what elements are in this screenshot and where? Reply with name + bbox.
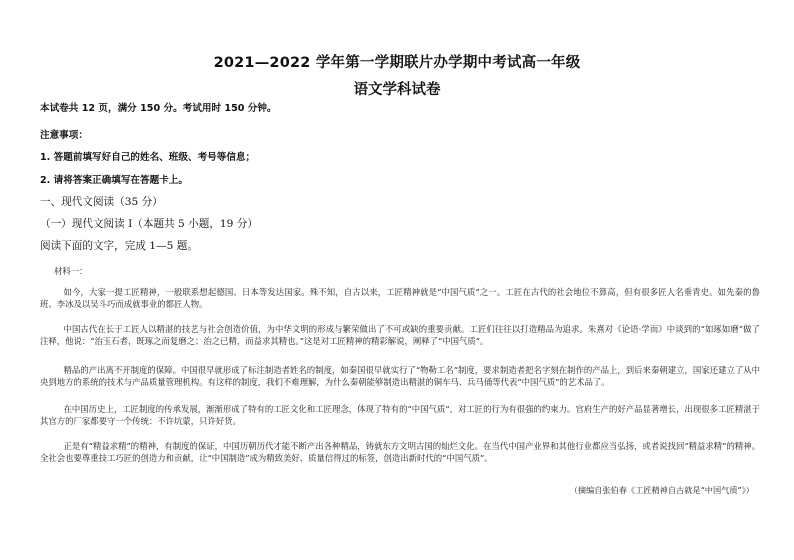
subsection-heading: （一）现代文阅读 I（本题共 5 小题，19 分） [40, 218, 258, 230]
exam-subtitle: 语文学科试卷 [353, 82, 441, 98]
material-paragraph: 在中国历史上，工匠制度的传承发展，渐渐形成了特有的工匠文化和工匠理念，体现了特有的“中国气质”，对工匠的行为有很强的约束力。官府生产的好产品显著增长，出现很多工匠精湛于其官方的厂家都要守一个传统：不许坑蒙，只许好货。 [40, 404, 760, 426]
exam-info: 本试卷共 12 页，满分 150 分。考试用时 150 分钟。 [40, 103, 277, 114]
material-label: 材料一： [54, 266, 88, 276]
material-paragraph: 如今，大家一提工匠精神，一般联系想起德国、日本等发达国家。殊不知，自古以来，工匠精神就是“中国气质”之一。工匠在古代的社会地位不算高，但有很多匠人名垂青史。如先秦的鲁班、李冰及以吴斗巧而成就事业的都匠人物。 [40, 287, 760, 309]
note-2: 2. 请将答案正确填写在答题卡上。 [40, 175, 188, 186]
material-paragraph: 中国古代在长于工匠人以精湛的技艺与社会创造价值，为中华文明的形成与繁荣做出了不可或缺的重要贡献。工匠们往往以打造精品为追求。朱熹对《论语·学而》中谈到的“如琢如磨”做了注释，他说：“治玉石者，既琢之而复磨之；治之已精，而益求其精也。”这是对工匠精神的精彩解说，阐释了“中国气质”。 [40, 324, 760, 346]
reading-instruction: 阅读下面的文字，完成 1—5 题。 [40, 240, 198, 252]
material-paragraph: 精品的产出离不开制度的保障。中国很早就形成了标注制造者姓名的制度，如秦国很早就实行了“物勒工名”制度，要求制造者把名字刻在制作的产品上，到后来秦朝建立，国家还建立了从中央到地方的系统的技术与产品质量管理机构。有这样的制度，我们不难理解，为什么秦朝能够制造出精湛的铜车马、兵马俑等代表“中国气质”的艺术品了。 [40, 365, 760, 387]
material-paragraph: 正是有“精益求精”的精神，有制度的保证，中国历朝历代才能不断产出各种精品，铸就东方文明古国的灿烂文化。在当代中国产业界和其他行业都应当弘扬，或者说找回“精益求精”的精神。全社会也要尊重技工巧匠的创造力和贡献，让“中国制造”成为精致美好、质量信得过的标签，创造出新时代的“中国气质”。 [40, 441, 760, 463]
note-1: 1. 答题前填写好自己的姓名、班级、考号等信息； [40, 152, 256, 163]
section-heading: 一、现代文阅读（35 分） [40, 196, 163, 208]
notes-title: 注意事项： [40, 130, 88, 141]
material-source: （摘编自张伯春《工匠精神自古就是“中国气质”》） [569, 485, 754, 495]
exam-title: 2021—2022 学年第一学期联片办学期中考试高一年级 [213, 55, 581, 71]
